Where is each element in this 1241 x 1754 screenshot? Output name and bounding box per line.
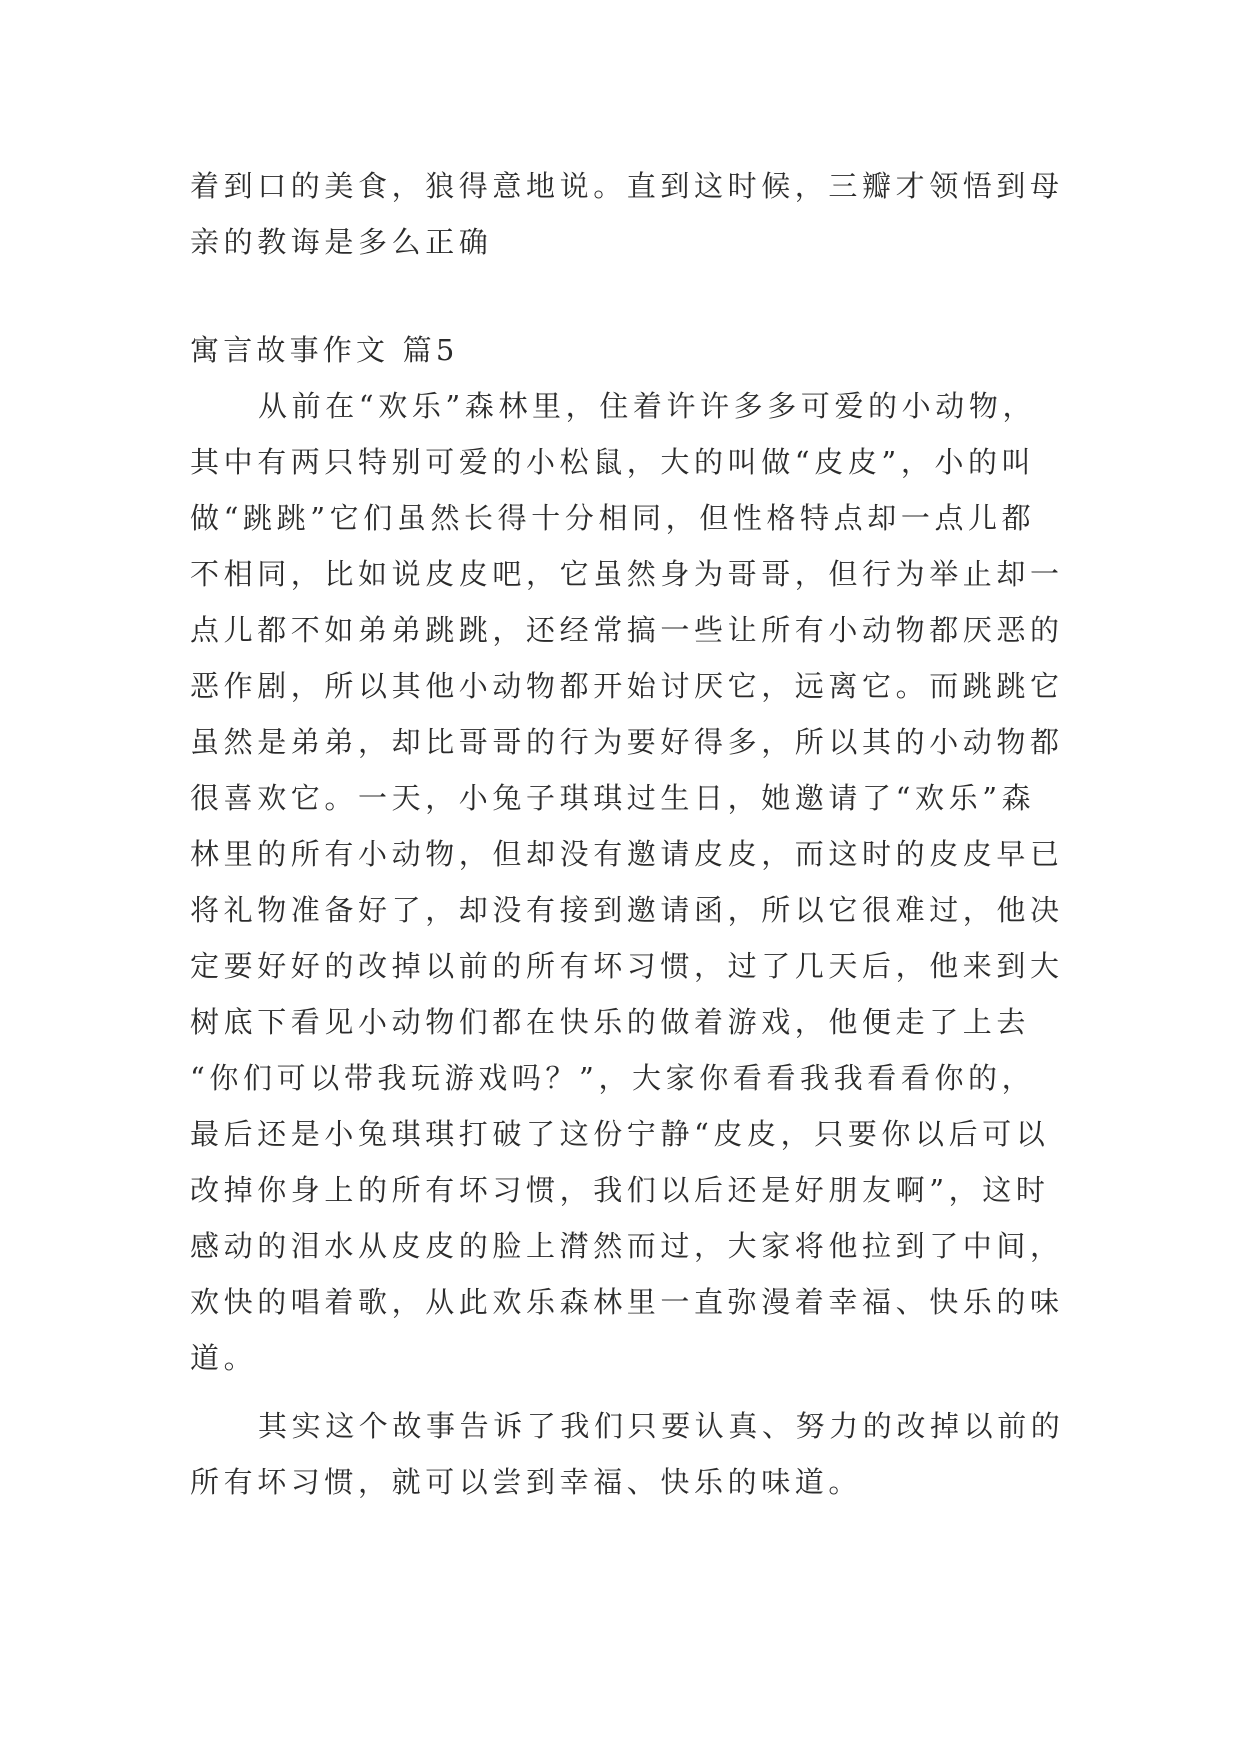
text-line: 树底下看见小动物们都在快乐的做着游戏，他便走了上去 <box>190 1005 1031 1039</box>
continuation-paragraph <box>190 158 1064 270</box>
text-line: 其中有两只特别可爱的小松鼠，大的叫做“皮皮”，小的叫 <box>190 445 1036 479</box>
text-line: 点儿都不如弟弟跳跳，还经常搞一些让所有小动物都厌恶的 <box>190 613 1064 647</box>
text-line: 其实这个故事告诉了我们只要认真、努力的改掉以前的 <box>258 1409 1065 1443</box>
text-line: 感动的泪水从皮皮的脸上潸然而过，大家将他拉到了中间， <box>190 1229 1064 1263</box>
text-line: 道。 <box>190 1341 258 1375</box>
text-line: 从前在“欢乐”森林里，住着许许多多可爱的小动物， <box>258 389 1037 423</box>
text-line: 恶作剧，所以其他小动物都开始讨厌它，远离它。而跳跳它 <box>190 669 1064 703</box>
text-line: 很喜欢它。一天，小兔子琪琪过生日，她邀请了“欢乐”森 <box>190 781 1036 815</box>
text-line: 改掉你身上的所有坏习惯，我们以后还是好朋友啊”，这时 <box>190 1173 1050 1207</box>
text-line: 虽然是弟弟，却比哥哥的行为要好得多，所以其的小动物都 <box>190 725 1064 759</box>
text-line: 定要好好的改掉以前的所有坏习惯，过了几天后，他来到大 <box>190 949 1064 983</box>
section-title: 寓言故事作文 篇5 <box>190 333 459 367</box>
story-paragraph-1 <box>190 378 1064 1386</box>
text-line: 所有坏习惯，就可以尝到幸福、快乐的味道。 <box>190 1465 863 1499</box>
text-line: 亲的教诲是多么正确 <box>190 225 493 259</box>
document-body <box>190 158 1065 1510</box>
text-line: 林里的所有小动物，但却没有邀请皮皮，而这时的皮皮早已 <box>190 837 1064 871</box>
text-line: 做“跳跳”它们虽然长得十分相同，但性格特点却一点儿都 <box>190 501 1036 535</box>
text-line: 不相同，比如说皮皮吧，它虽然身为哥哥，但行为举止却一 <box>190 557 1064 591</box>
story-paragraph-2 <box>190 1398 1065 1510</box>
text-line: 着到口的美食，狼得意地说。直到这时候，三瓣才领悟到母 <box>190 169 1064 203</box>
text-line: 将礼物准备好了，却没有接到邀请函，所以它很难过，他决 <box>190 893 1064 927</box>
text-line: 欢快的唱着歌，从此欢乐森林里一直弥漫着幸福、快乐的味 <box>190 1285 1064 1319</box>
text-line: “你们可以带我玩游戏吗？”，大家你看看我我看看你的， <box>190 1061 1036 1095</box>
text-line: 最后还是小兔琪琪打破了这份宁静“皮皮，只要你以后可以 <box>190 1117 1050 1151</box>
